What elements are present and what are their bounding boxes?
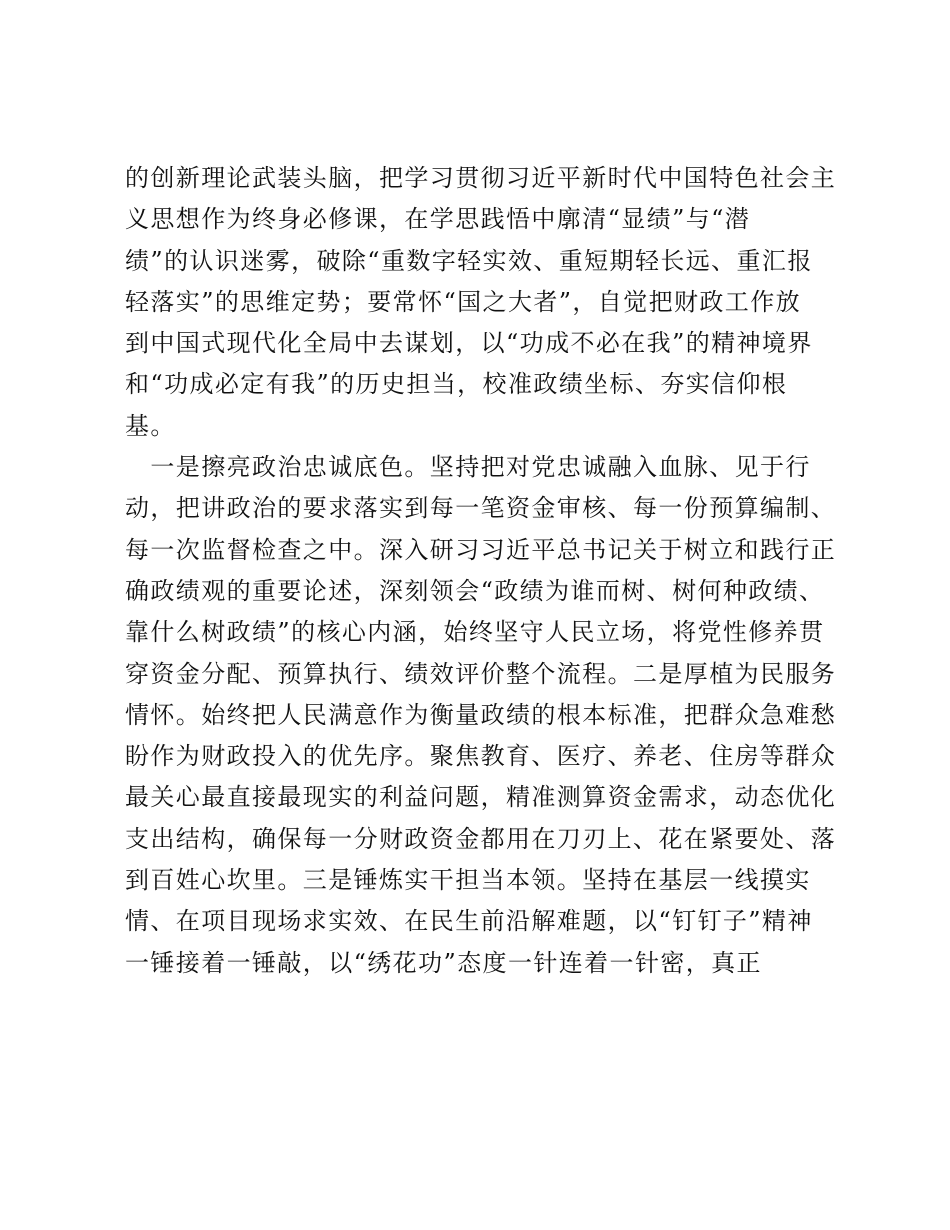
text-line-4: 轻落实”的思维定势；要常怀“国之大者”，自觉把财政工作放 xyxy=(125,287,802,316)
text-line-6: 和“功成必定有我”的历史担当，校准政绩坐标、夯实信仰根 xyxy=(125,370,788,399)
text-line-17: 支出结构，确保每一分财政资金都用在刀刃上、花在紧要处、落 xyxy=(125,824,837,853)
text-line-15: 盼作为财政投入的优先序。聚焦教育、医疗、养老、住房等群众 xyxy=(125,742,837,771)
text-line-2: 义思想作为终身必修课，在学思践悟中廓清“显绩”与“潜 xyxy=(125,205,751,234)
text-line-12: 靠什么树政绩”的核心内涵，始终坚守人民立场，将党性修养贯 xyxy=(125,618,825,647)
text-line-1: 的创新理论武装头脑，把学习贯彻习近平新时代中国特色社会主 xyxy=(125,164,837,192)
text-line-11: 确政绩观的重要论述，深刻领会“政绩为谁而树、树何种政绩、 xyxy=(125,576,825,605)
body-text xyxy=(125,158,837,984)
text-line-8: 一是擦亮政治忠诚底色。坚持把对党忠诚融入血脉、见于行 xyxy=(125,453,811,482)
text-line-3: 绩”的认识迷雾，破除“重数字轻实效、重短期轻长远、重汇报 xyxy=(125,246,813,275)
text-line-10: 每一次监督检查之中。深入研习习近平总书记关于树立和践行正 xyxy=(125,535,837,564)
text-line-13: 穿资金分配、预算执行、绩效评价整个流程。二是厚植为民服务 xyxy=(125,659,837,688)
text-line-7: 基。 xyxy=(125,411,176,440)
text-line-9: 动，把讲政治的要求落实到每一笔资金审核、每一份预算编制、 xyxy=(125,494,837,523)
text-line-14: 情怀。始终把人民满意作为衡量政绩的根本标准，把群众急难愁 xyxy=(125,700,837,729)
text-line-20: 一锤接着一锤敲，以“绣花功”态度一针连着一针密，真正 xyxy=(125,948,762,977)
text-line-19: 情、在项目现场求实效、在民生前沿解难题，以“钉钉子”精神 xyxy=(125,907,813,936)
text-line-16: 最关心最直接最现实的利益问题，精准测算资金需求，动态优化 xyxy=(125,783,837,812)
text-line-5: 到中国式现代化全局中去谋划，以“功成不必在我”的精神境界 xyxy=(125,329,813,358)
text-line-18: 到百姓心坎里。三是锤炼实干担当本领。坚持在基层一线摸实 xyxy=(125,866,811,895)
